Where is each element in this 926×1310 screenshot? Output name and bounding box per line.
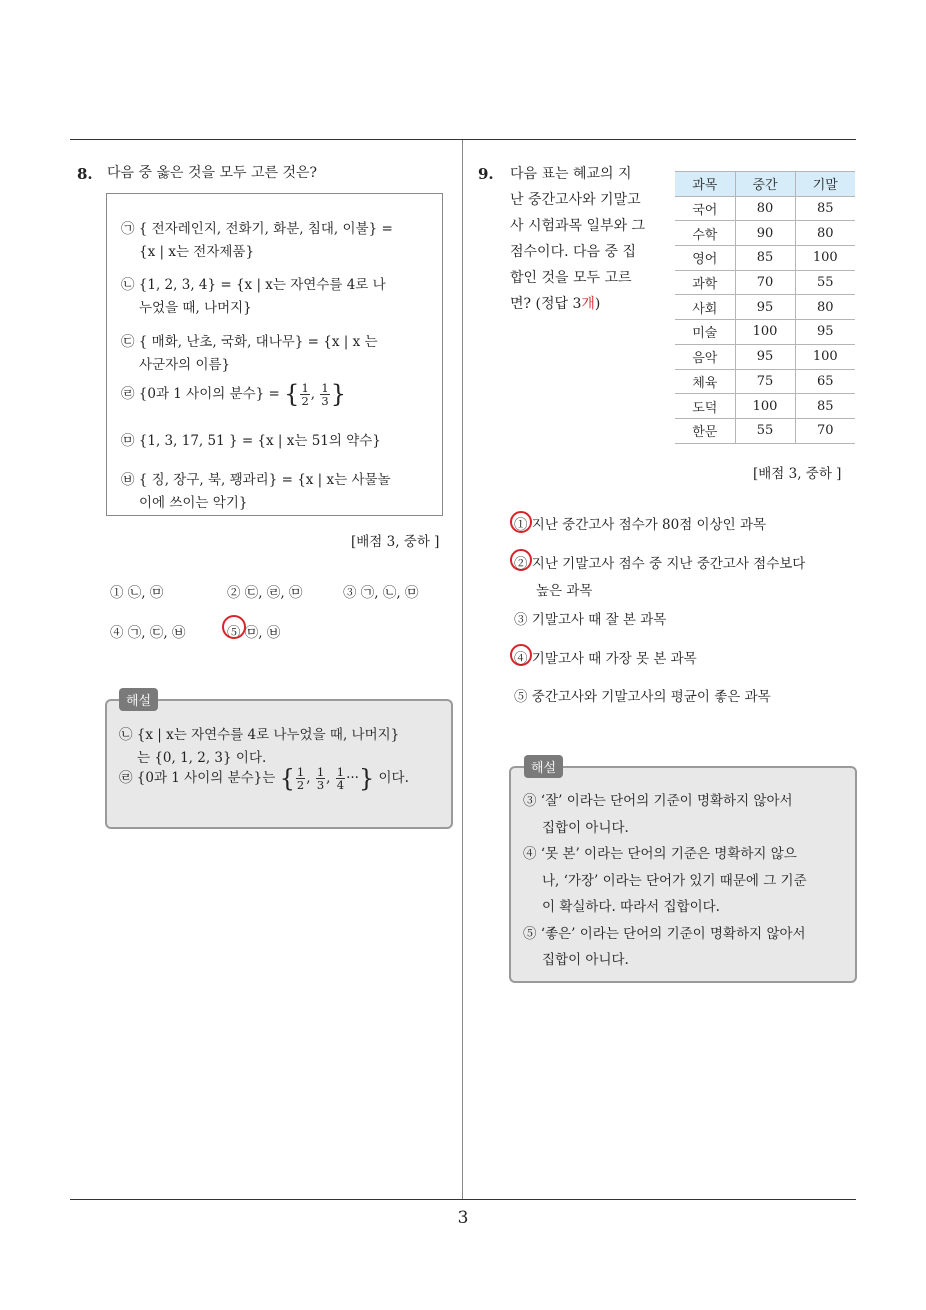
midterm-cell: 90 [735,221,795,246]
q9-choice-2[interactable]: ② 지난 기말고사 점수 중 지난 중간고사 점수보다 [514,556,806,572]
midterm-cell: 70 [735,270,795,295]
subject-cell: 국어 [675,196,735,221]
midterm-cell: 55 [735,418,795,443]
q8-explanation-line: ㉡ {x | x는 자연수를 4로 나누었을 때, 나머지} [119,727,400,743]
table-row [675,270,855,295]
q8-choice-2[interactable]: ② ㉢, ㉣, ㉤ [227,585,303,601]
final-cell: 85 [795,196,855,221]
final-cell: 55 [795,270,855,295]
table-header: 과목 [675,172,735,197]
q9-choice-3[interactable]: ③ 기말고사 때 잘 본 과목 [514,612,667,628]
top-rule [70,139,856,140]
final-cell: 65 [795,369,855,394]
table-header: 기말 [795,172,855,197]
q8-item-f: ㉥ { 징, 장구, 북, 꽹과리} = {x | x는 사물놀 이에 쓰이는 악기} [121,472,391,511]
subject-cell: 영어 [675,246,735,271]
final-cell: 100 [795,344,855,369]
table-row [675,394,855,419]
q9-choice-4[interactable]: ④ 기말고사 때 가장 못 본 과목 [514,651,697,667]
column-divider [462,140,463,1200]
table-row [675,246,855,271]
final-cell: 85 [795,394,855,419]
fraction: $\frac{1}{2}$ [301,381,309,408]
fraction: $\frac{1}{2}$ [296,765,305,792]
midterm-cell: 80 [735,196,795,221]
q8-explanation-tag: 해설 [119,688,158,711]
q8-item-a: ㉠ { 전자레인지, 전화기, 화분, 침대, 이불} = {x | x는 전자제품} [121,221,393,260]
q8-explanation-line: 는 {0, 1, 2, 3} 이다. [137,750,267,766]
q9-number: 9. [478,165,494,183]
final-cell: 70 [795,418,855,443]
subject-cell: 수학 [675,221,735,246]
table-row [675,320,855,345]
q8-question: 다음 중 옳은 것을 모두 고른 것은? [107,165,318,181]
q8-choice-1[interactable]: ① ㉡, ㉤ [110,585,164,601]
midterm-cell: 75 [735,369,795,394]
table-row [675,196,855,221]
table-row [675,418,855,443]
table-row [675,344,855,369]
q9-choice-2-cont: 높은 과목 [536,583,593,599]
table-header-row [675,172,855,197]
subject-cell: 음악 [675,344,735,369]
subject-cell: 도덕 [675,394,735,419]
q8-item-e: ㉤ {1, 3, 17, 51 } = {x | x는 51의 약수} [121,433,381,449]
midterm-cell: 100 [735,394,795,419]
q8-score: [배점 3, 중하 ] [351,534,440,550]
subject-cell: 미술 [675,320,735,345]
q8-choice-3[interactable]: ③ ㉠, ㉡, ㉤ [343,585,419,601]
q9-choice-1[interactable]: ① 지난 중간고사 점수가 80점 이상인 과목 [514,517,767,533]
q9-explanation-tag: 해설 [524,755,563,778]
q8-item-d: ㉣ {0과 1 사이의 분수} = { $\frac{1}{2}$ , $\frac{1}{3}$ } [121,380,346,408]
q8-item-c: ㉢ { 매화, 난초, 국화, 대나무} = {x | x 는 사군자의 이름} [121,334,378,373]
final-cell: 80 [795,295,855,320]
q8-choice-5[interactable]: ⑤ ㉤, ㉥ [227,625,281,641]
table-row [675,369,855,394]
subject-cell: 과학 [675,270,735,295]
q8-choice-4[interactable]: ④ ㉠, ㉢, ㉥ [110,625,186,641]
page-number: 3 [457,1208,469,1228]
q8-explanation-line: ㉣ {0과 1 사이의 분수}는 { $\frac{1}{2}$ , $\frac{1}{3}$ , $\frac{1}{4}$ ···} 이다. [119,764,409,793]
table-header: 중간 [735,172,795,197]
q9-score: [배점 3, 중하 ] [753,466,842,482]
q9-explanation-text: ③ ‘잘’ 이라는 단어의 기준이 명확하지 않아서 집합이 아니다. ④ ‘못 본’ 이라는 단어의 기준은 명확하지 않으 나, ‘가장’ 이라는 단어가 있기 때문에 그 기준 이 확실하다. 따라서 집합이다. ⑤ ‘좋은’ 이라는 단어의 기준이 명확하지 않아서 집합이 아니다. [523,793,807,968]
subject-cell: 체육 [675,369,735,394]
final-cell: 95 [795,320,855,345]
midterm-cell: 85 [735,246,795,271]
subject-cell: 한문 [675,418,735,443]
midterm-cell: 100 [735,320,795,345]
table-row [675,295,855,320]
fraction: $\frac{1}{4}$ [336,765,345,792]
fraction: $\frac{1}{3}$ [316,765,325,792]
subject-cell: 사회 [675,295,735,320]
midterm-cell: 95 [735,295,795,320]
score-table [675,171,855,444]
final-cell: 100 [795,246,855,271]
q8-number: 8. [77,165,93,183]
final-cell: 80 [795,221,855,246]
q9-choice-5[interactable]: ⑤ 중간고사와 기말고사의 평균이 좋은 과목 [514,689,771,705]
q8-item-b: ㉡ {1, 2, 3, 4} = {x | x는 자연수를 4로 나 누었을 때, 나머지} [121,277,386,316]
midterm-cell: 95 [735,344,795,369]
fraction: $\frac{1}{3}$ [321,381,329,408]
q8-answer-circle [222,615,246,639]
q9-question: 다음 표는 혜교의 지 난 중간고사와 기말고 사 시험과목 일부와 그 점수이다. 다음 중 집 합인 것을 모두 고르 면? (정답 3개) [510,166,646,312]
table-row [675,221,855,246]
bottom-rule [70,1199,856,1200]
